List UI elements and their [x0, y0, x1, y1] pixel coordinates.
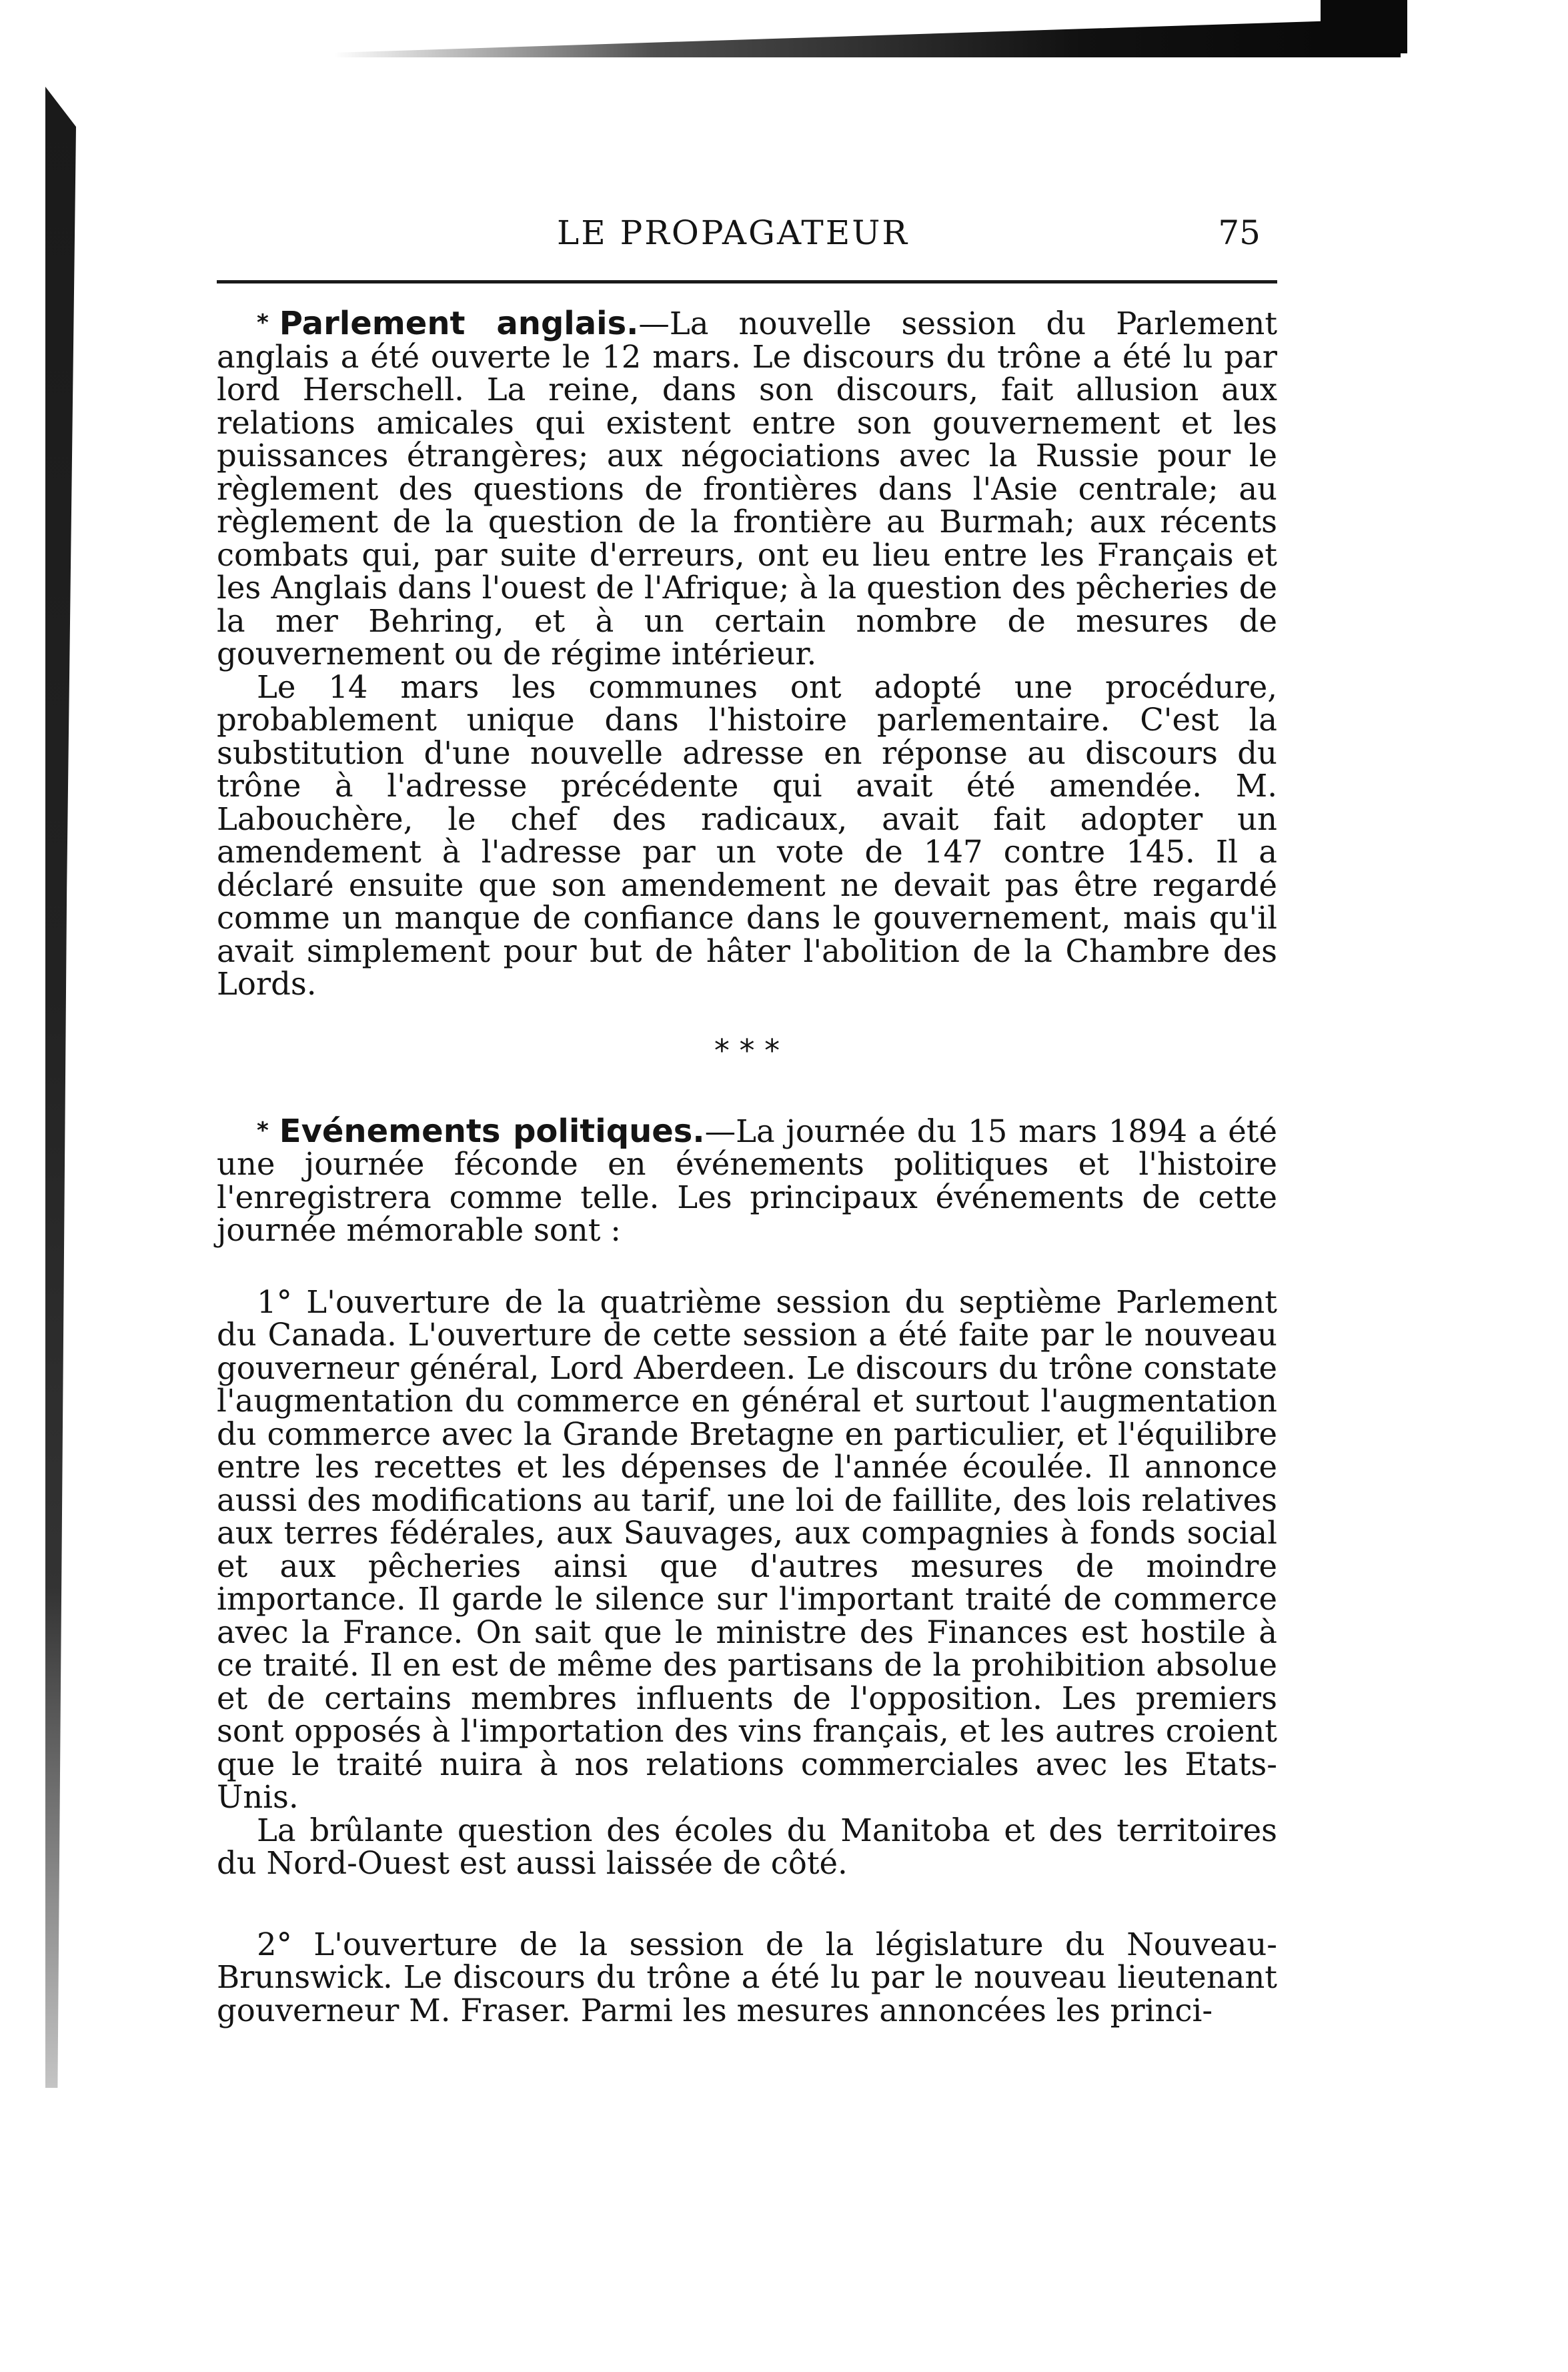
scan-artifact-top	[333, 19, 1401, 57]
header-rule	[217, 280, 1277, 283]
scan-artifact-corner	[1321, 0, 1407, 53]
book-page	[193, 200, 1301, 2028]
paragraph-gap	[217, 1880, 1277, 1928]
body-text	[217, 307, 1277, 2027]
parlement-text-1: —La nouvelle session du Parlement anglais a été ouverte le 12 mars. Le discours du trône a été lu par lord Herschell. La reine, dans son discours, fait allusion aux relations amicales qui existent entre son gouvernement et les puissances étrangères; aux négociations avec la Russie pour le règlement des questions de frontières dans l'Asie centrale; au règlement de la question de la frontière au Burmah; aux récents combats qui, par suite d'erreurs, ont eu lieu entre les Français et les Anglais dans l'ouest de l'Afrique; à la question des pêcheries de la mer Behring, et à un certain nombre de mesures de gouvernement ou de régime intérieur.	[217, 306, 1278, 672]
evenements-item-2: 2° L'ouverture de la session de la législature du Nouveau-Brunswick. Le discours du trône a été lu par le nouveau lieutenant gouverneur M. Fraser. Parmi les mesures annoncées les princi-	[217, 1926, 1277, 2028]
evenements-item-1-continued: La brûlante question des écoles du Manitoba et des territoires du Nord-Ouest est aussi laissée de côté.	[217, 1812, 1277, 1881]
parlement-paragraph-2: Le 14 mars les communes ont adopté une procédure, probablement unique dans l'histoire parlementaire. C'est la substitution d'une nouvelle adresse en réponse au discours du trône à l'adresse précédente qui avait été amendée. M. Labouchère, le chef des radicaux, avait fait adopter un amendement à l'adresse par un vote de 147 contre 145. Il a déclaré ensuite que son amendement ne devait pas être regardé comme un manque de confiance dans le gouvernement, mais qu'il avait simplement pour but de hâter l'abolition de la Chambre des Lords.	[217, 668, 1277, 1002]
scan-artifact-left-edge	[45, 87, 76, 2088]
section-title-parlement: Parlement anglais.	[279, 305, 639, 342]
paragraph-gap	[217, 1247, 1277, 1286]
page-number: 75	[1218, 213, 1261, 252]
section-stars: *	[257, 1117, 269, 1144]
section-stars: *	[257, 310, 269, 336]
running-head: LE PROPAGATEUR	[557, 213, 909, 252]
page-header	[193, 200, 1301, 264]
evenements-text-1: —La journée du 15 mars 1894 a été une journée féconde en événements politiques et l'histoire l'enregistrera comme telle. Les principaux événements de cette journée mémorable sont :	[217, 1113, 1277, 1248]
section-separator: * * *	[714, 1032, 780, 1069]
evenements-paragraph-1	[217, 1112, 1277, 1248]
parlement-paragraph-1	[217, 307, 1277, 671]
evenements-item-1: 1° L'ouverture de la quatrième session du septième Parlement du Canada. L'ouverture de cette session a été faite par le nouveau gouverneur général, Lord Aberdeen. Le discours du trône constate l'augmentation du commerce en général et surtout l'augmentation du commerce avec la Grande Bretagne en particulier, et l'équilibre entre les recettes et les dépenses de l'année écoulée. Il annonce aussi des modifications au tarif, une loi de faillite, des lois relatives aux terres fédérales, aux Sauvages, aux compagnies à fonds social et aux pêcheries ainsi que d'autres mesures de moindre importance. Il garde le silence sur l'important traité de commerce avec la France. On sait que le ministre des Finances est hostile à ce traité. Il en est de même des partisans de la prohibition absolue et de certains membres influents de l'opposition. Les premiers sont opposés à l'importation des vins français, et les autres croient que le traité nuira à nos relations commerciales avec les Etats-Unis.	[217, 1283, 1277, 1815]
section-title-evenements: Evénements politiques.	[279, 1112, 705, 1150]
